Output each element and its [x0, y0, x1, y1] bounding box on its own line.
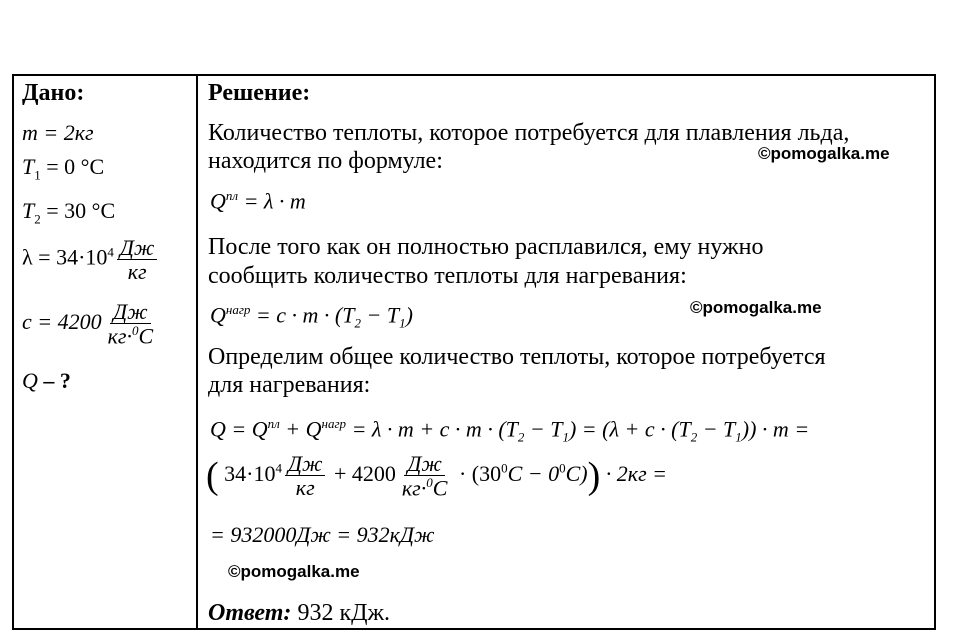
paragraph-2-line-1: После того как он полностью расплавился, ему нужно: [208, 234, 764, 260]
watermark: ©pomogalka.me: [690, 298, 822, 317]
paragraph-1-line-1: Количество теплоты, которое потребуется для плавления льда,: [208, 120, 850, 146]
paragraph-3-line-2: для нагревания:: [208, 372, 371, 398]
given-c: c = 4200 $\frac{Дж}{кг\cdot^0C}$: [22, 299, 154, 349]
formula-melting: $Q^{пл} = \lambda \cdot m$: [210, 188, 306, 214]
given-header: Дано:: [22, 80, 85, 106]
solution-table: [12, 74, 936, 630]
paragraph-3-line-1: Определим общее количество теплоты, которое потребуется: [208, 344, 826, 370]
formula-substitution: ( $34\cdot 10^4$ $\frac{Дж}{кг}$ + 4200 $\frac{Дж}{кг\cdot^0C}$ · $(30^0C - 0^0C)) \cdot 2кг$ =: [206, 451, 668, 501]
watermark: ©pomogalka.me: [228, 562, 360, 581]
formula-result: = 932000Дж = 932кДж: [210, 522, 435, 547]
paragraph-2-line-2: сообщить количество теплоты для нагревания:: [208, 263, 687, 289]
formula-total: $Q = Q^{пл} + Q^{нагр} = \lambda \cdot m + c \cdot m \cdot (T_2 - T_1) = (\lambda + c \cdot (T_2 - T_1)) \cdot m$ =: [210, 416, 810, 445]
given-t2: $T_2 = 30$ °C: [22, 198, 116, 227]
solution-header: Решение:: [208, 80, 311, 106]
paragraph-1-line-2: находится по формуле:: [208, 148, 443, 174]
given-unknown: Q – ?: [22, 368, 71, 393]
answer-line: Ответ: 932 кДж.: [208, 600, 391, 626]
column-divider: [196, 76, 198, 628]
watermark: ©pomogalka.me: [758, 144, 890, 163]
given-mass: m = 2кг: [22, 120, 94, 145]
given-lambda: $\lambda = 34\cdot 10^4$ $\frac{Дж}{кг}$: [22, 236, 160, 283]
formula-heating: $Q^{нагр} = c \cdot m \cdot (T_2 - T_1)$: [210, 302, 413, 331]
given-t1: $T_1 = 0$ °C: [22, 154, 105, 183]
